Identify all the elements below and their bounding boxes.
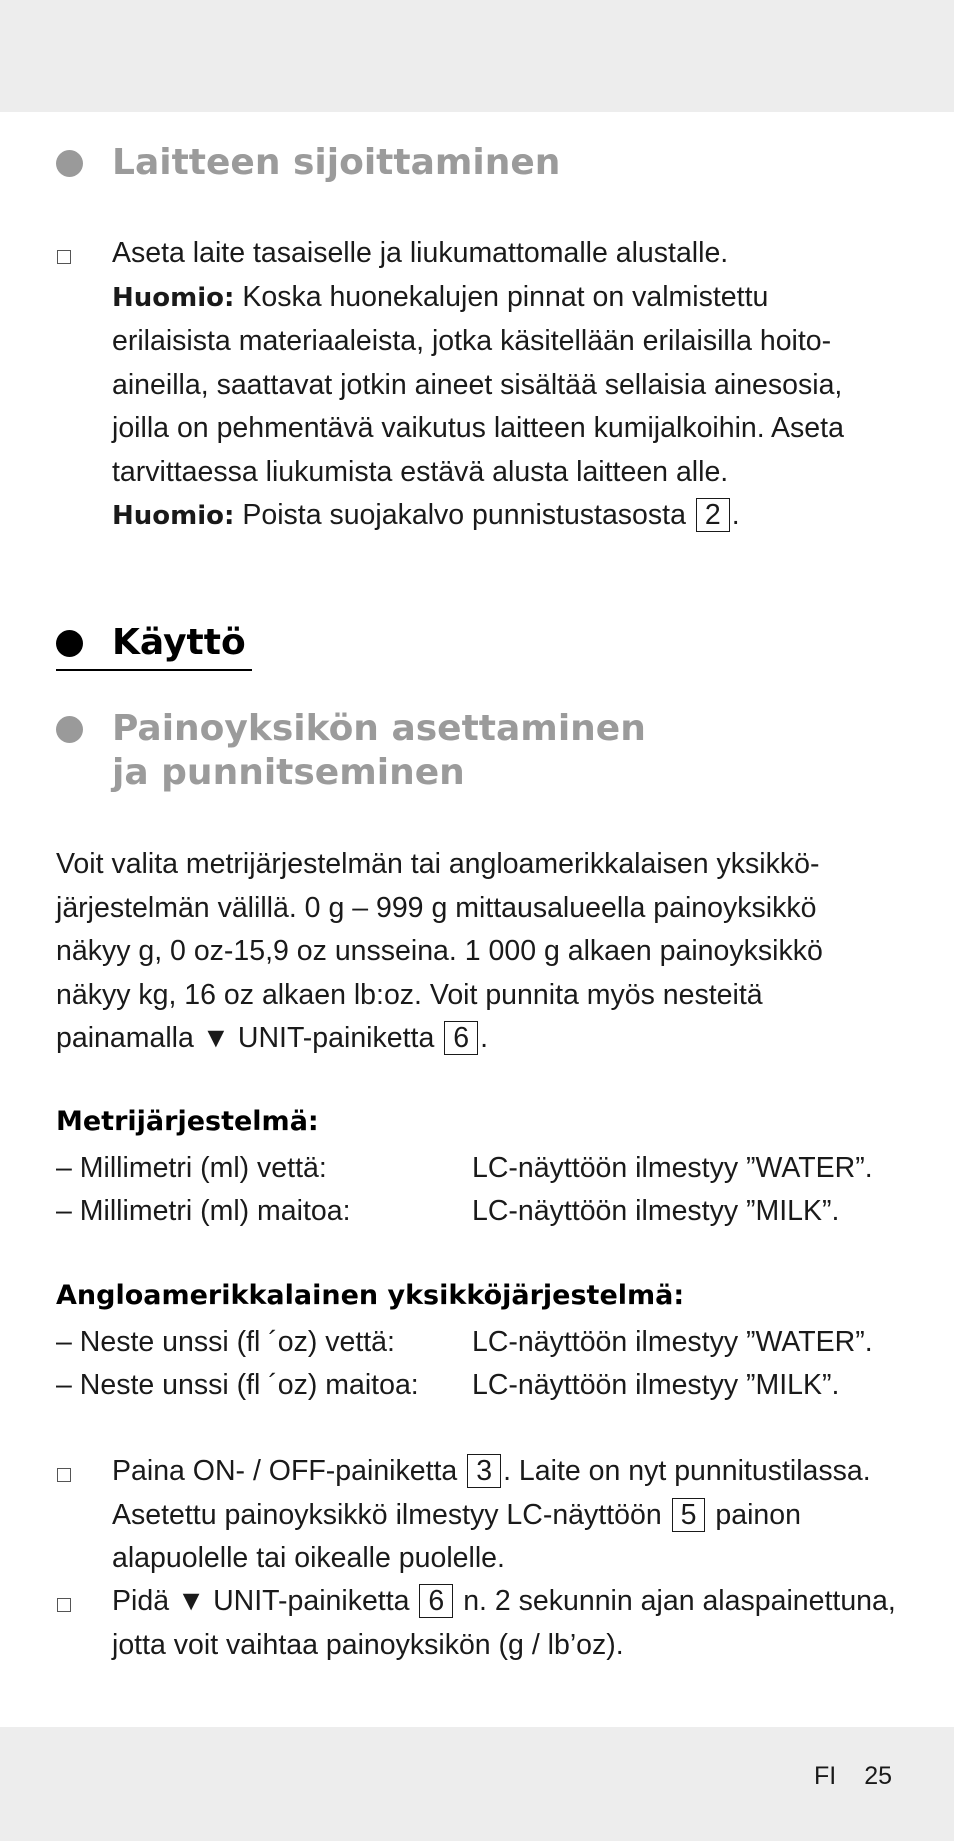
imperial-title: Angloamerikkalainen yksikköjärjestelmä: — [56, 1280, 685, 1311]
note-label: Huomio: — [112, 501, 235, 531]
heading-underline — [56, 669, 252, 671]
metric-title: Metrijärjestelmä: — [56, 1106, 319, 1137]
step-change-unit: Pidä ▼ UNIT-painiketta 6 n. 2 sekunnin ajan alaspainettuna, jotta voit vaihtaa painoyksikön (g / lb’oz). — [112, 1585, 896, 1661]
step-power-on: Paina ON- / OFF-painiketta 3 . Laite on nyt punnitustilassa. Asetettu painoyksikkö ilmestyy LC-näyttöön 5 painon alapuolelle tai oikealle puolelle. — [112, 1455, 871, 1574]
section-bullet-icon — [56, 630, 83, 657]
metric-row: – Millimetri (ml) vettä: LC-näyttöön ilmestyy ”WATER”. — [56, 1152, 873, 1184]
section-bullet-icon — [56, 716, 83, 743]
weight-unit-intro: Voit valita metrijärjestelmän tai angloamerikkalaisen yksikkö- järjestelmän välillä. 0 g – 999 g mittausalueella painoyksikkö näkyy g, 0 oz-15,9 oz unsseina. 1 000 g alkaen painoyksikkö näkyy kg, 16 oz alkaen lb:oz. Voit punnita myös nesteitä painamalla ▼ UNIT-painiketta 6 . — [56, 848, 823, 1054]
page-footer — [814, 1762, 892, 1791]
section-heading-usage: Käyttö — [112, 622, 246, 663]
checkbox-square-icon — [57, 1598, 71, 1612]
ref-badge: 5 — [672, 1498, 706, 1532]
checkbox-square-icon — [57, 250, 71, 264]
bottom-band — [0, 1727, 954, 1841]
imperial-row: – Neste unssi (fl ´oz) vettä: LC-näyttöön ilmestyy ”WATER”. — [56, 1326, 873, 1358]
ref-badge: 2 — [696, 498, 730, 532]
language-code: FI — [813, 1762, 837, 1790]
top-band — [0, 0, 954, 112]
metric-row: – Millimetri (ml) maitoa: LC-näyttöön ilmestyy ”MILK”. — [56, 1195, 840, 1227]
ref-badge: 6 — [419, 1584, 453, 1618]
imperial-row: – Neste unssi (fl ´oz) maitoa: LC-näyttöön ilmestyy ”MILK”. — [56, 1369, 840, 1401]
checkbox-square-icon — [57, 1468, 71, 1482]
section-bullet-icon — [56, 150, 83, 177]
section-heading-placement: Laitteen sijoittaminen — [112, 142, 561, 183]
ref-badge: 6 — [444, 1021, 478, 1055]
section-heading-weight-unit: Painoyksikön asettaminen ja punnitseminen — [112, 708, 646, 793]
page-number: 25 — [864, 1762, 892, 1790]
ref-badge: 3 — [467, 1454, 501, 1488]
placement-text: Aseta laite tasaiselle ja liukumattomalle alustalle. Huomio: Koska huonekalujen pinnat on valmistettu erilaisista materiaaleista, jotka käsitellään erilaisilla hoito- aineilla, saattavat jotkin aineet sisältää sellaisia ainesosia, joilla on pehmentävä vaikutus laitteen kumijalkoihin. Aseta tarvittaessa liukumista estävä alusta laitteen alle. Huomio: Poista suojakalvo punnistustasosta 2 . — [112, 237, 844, 531]
note-label: Huomio: — [112, 282, 235, 313]
